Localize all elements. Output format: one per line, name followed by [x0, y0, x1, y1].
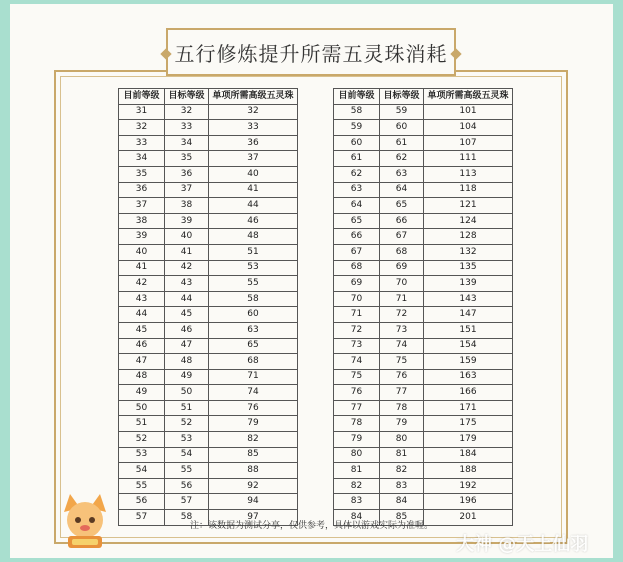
- table-row: [334, 432, 513, 448]
- cell-current-level: 48: [119, 369, 165, 385]
- cell-orbs-required: 60: [209, 307, 298, 323]
- cell-target-level: 40: [165, 229, 209, 245]
- cell-target-level: 79: [380, 416, 424, 432]
- cell-target-level: 73: [380, 322, 424, 338]
- table-row: [119, 198, 298, 214]
- cell-orbs-required: 36: [209, 135, 298, 151]
- cell-orbs-required: 166: [424, 385, 513, 401]
- table-row: [334, 244, 513, 260]
- cell-current-level: 39: [119, 229, 165, 245]
- cell-current-level: 73: [334, 338, 380, 354]
- cell-target-level: 52: [165, 416, 209, 432]
- cell-current-level: 52: [119, 432, 165, 448]
- table-row: [119, 104, 298, 120]
- cell-current-level: 56: [119, 494, 165, 510]
- table-left-body: [119, 104, 298, 525]
- table-row: [119, 369, 298, 385]
- cell-target-level: 48: [165, 354, 209, 370]
- cell-current-level: 40: [119, 244, 165, 260]
- table-row: [334, 198, 513, 214]
- table-right: [333, 88, 513, 526]
- cell-target-level: 55: [165, 463, 209, 479]
- cell-current-level: 63: [334, 182, 380, 198]
- cell-current-level: 34: [119, 151, 165, 167]
- header-target-level: 目标等级: [380, 89, 424, 105]
- cell-target-level: 58: [165, 510, 209, 526]
- cell-current-level: 31: [119, 104, 165, 120]
- cell-current-level: 41: [119, 260, 165, 276]
- watermark: 大神 @天上仙羽: [456, 534, 589, 555]
- table-left: [118, 88, 298, 526]
- page-title: 五行修炼提升所需五灵珠消耗: [174, 41, 448, 66]
- cell-orbs-required: 147: [424, 307, 513, 323]
- header-current-level: 目前等级: [334, 89, 380, 105]
- cell-orbs-required: 171: [424, 400, 513, 416]
- cell-target-level: 57: [165, 494, 209, 510]
- cell-target-level: 82: [380, 463, 424, 479]
- cell-current-level: 71: [334, 307, 380, 323]
- cell-current-level: 66: [334, 229, 380, 245]
- cell-current-level: 35: [119, 166, 165, 182]
- table-row: [119, 478, 298, 494]
- table-row: [334, 463, 513, 479]
- cell-current-level: 61: [334, 151, 380, 167]
- cell-target-level: 42: [165, 260, 209, 276]
- cell-target-level: 72: [380, 307, 424, 323]
- cell-orbs-required: 51: [209, 244, 298, 260]
- table-row: [334, 494, 513, 510]
- cell-target-level: 35: [165, 151, 209, 167]
- cell-orbs-required: 132: [424, 244, 513, 260]
- cell-current-level: 64: [334, 198, 380, 214]
- cell-orbs-required: 107: [424, 135, 513, 151]
- table-row: [119, 494, 298, 510]
- table-header-row: [119, 89, 298, 105]
- cell-target-level: 32: [165, 104, 209, 120]
- cell-orbs-required: 76: [209, 400, 298, 416]
- cell-orbs-required: 196: [424, 494, 513, 510]
- cell-target-level: 76: [380, 369, 424, 385]
- cell-current-level: 50: [119, 400, 165, 416]
- cell-current-level: 79: [334, 432, 380, 448]
- cell-orbs-required: 41: [209, 182, 298, 198]
- cell-orbs-required: 139: [424, 276, 513, 292]
- table-header-row: [334, 89, 513, 105]
- header-orbs-required: 单项所需高级五灵珠: [424, 89, 513, 105]
- cell-orbs-required: 135: [424, 260, 513, 276]
- cell-orbs-required: 118: [424, 182, 513, 198]
- cell-orbs-required: 184: [424, 447, 513, 463]
- table-row: [119, 322, 298, 338]
- cell-orbs-required: 154: [424, 338, 513, 354]
- cell-target-level: 85: [380, 510, 424, 526]
- cell-orbs-required: 179: [424, 432, 513, 448]
- cell-current-level: 75: [334, 369, 380, 385]
- cell-target-level: 84: [380, 494, 424, 510]
- table-row: [119, 385, 298, 401]
- cell-current-level: 54: [119, 463, 165, 479]
- cell-orbs-required: 111: [424, 151, 513, 167]
- title-plaque: [166, 28, 456, 76]
- cell-target-level: 37: [165, 182, 209, 198]
- cell-current-level: 37: [119, 198, 165, 214]
- cell-target-level: 83: [380, 478, 424, 494]
- cell-target-level: 56: [165, 478, 209, 494]
- cell-orbs-required: 85: [209, 447, 298, 463]
- cell-target-level: 51: [165, 400, 209, 416]
- table-row: [334, 213, 513, 229]
- cell-target-level: 74: [380, 338, 424, 354]
- cell-current-level: 43: [119, 291, 165, 307]
- cell-target-level: 33: [165, 120, 209, 136]
- cell-orbs-required: 33: [209, 120, 298, 136]
- cell-current-level: 76: [334, 385, 380, 401]
- table-row: [334, 338, 513, 354]
- cell-orbs-required: 55: [209, 276, 298, 292]
- cell-target-level: 66: [380, 213, 424, 229]
- cell-current-level: 46: [119, 338, 165, 354]
- cell-current-level: 84: [334, 510, 380, 526]
- cell-target-level: 65: [380, 198, 424, 214]
- cell-target-level: 75: [380, 354, 424, 370]
- table-row: [119, 432, 298, 448]
- table-row: [119, 463, 298, 479]
- cell-orbs-required: 46: [209, 213, 298, 229]
- cell-current-level: 47: [119, 354, 165, 370]
- cell-target-level: 70: [380, 276, 424, 292]
- fox-mascot-icon: [54, 490, 116, 552]
- cell-orbs-required: 143: [424, 291, 513, 307]
- cell-current-level: 67: [334, 244, 380, 260]
- table-right-body: [334, 104, 513, 525]
- cell-target-level: 68: [380, 244, 424, 260]
- cell-current-level: 81: [334, 463, 380, 479]
- cell-orbs-required: 32: [209, 104, 298, 120]
- cell-target-level: 63: [380, 166, 424, 182]
- cell-current-level: 72: [334, 322, 380, 338]
- cell-orbs-required: 163: [424, 369, 513, 385]
- table-row: [119, 276, 298, 292]
- cell-target-level: 43: [165, 276, 209, 292]
- cell-orbs-required: 71: [209, 369, 298, 385]
- cell-orbs-required: 124: [424, 213, 513, 229]
- cell-orbs-required: 44: [209, 198, 298, 214]
- cell-orbs-required: 128: [424, 229, 513, 245]
- cell-target-level: 67: [380, 229, 424, 245]
- table-row: [334, 104, 513, 120]
- cell-target-level: 44: [165, 291, 209, 307]
- table-row: [119, 229, 298, 245]
- cell-target-level: 34: [165, 135, 209, 151]
- table-row: [119, 400, 298, 416]
- table-row: [334, 135, 513, 151]
- cell-target-level: 39: [165, 213, 209, 229]
- table-row: [334, 166, 513, 182]
- table-row: [334, 478, 513, 494]
- cell-target-level: 80: [380, 432, 424, 448]
- table-row: [334, 385, 513, 401]
- cell-target-level: 61: [380, 135, 424, 151]
- cell-orbs-required: 101: [424, 104, 513, 120]
- cell-orbs-required: 53: [209, 260, 298, 276]
- cell-current-level: 78: [334, 416, 380, 432]
- table-row: [334, 416, 513, 432]
- cell-orbs-required: 121: [424, 198, 513, 214]
- table-row: [334, 229, 513, 245]
- table-row: [334, 354, 513, 370]
- cell-current-level: 55: [119, 478, 165, 494]
- cell-target-level: 62: [380, 151, 424, 167]
- cell-target-level: 71: [380, 291, 424, 307]
- table-row: [119, 135, 298, 151]
- table-row: [119, 120, 298, 136]
- cell-target-level: 59: [380, 104, 424, 120]
- cell-target-level: 41: [165, 244, 209, 260]
- cell-orbs-required: 97: [209, 510, 298, 526]
- cell-orbs-required: 74: [209, 385, 298, 401]
- cell-target-level: 81: [380, 447, 424, 463]
- cell-current-level: 36: [119, 182, 165, 198]
- cell-current-level: 80: [334, 447, 380, 463]
- table-row: [119, 416, 298, 432]
- cell-current-level: 60: [334, 135, 380, 151]
- cell-orbs-required: 48: [209, 229, 298, 245]
- cell-orbs-required: 151: [424, 322, 513, 338]
- cell-current-level: 65: [334, 213, 380, 229]
- cell-orbs-required: 40: [209, 166, 298, 182]
- cell-current-level: 33: [119, 135, 165, 151]
- cell-target-level: 54: [165, 447, 209, 463]
- table-row: [119, 307, 298, 323]
- cell-orbs-required: 188: [424, 463, 513, 479]
- cell-orbs-required: 201: [424, 510, 513, 526]
- table-row: [334, 400, 513, 416]
- table-row: [119, 213, 298, 229]
- cell-current-level: 53: [119, 447, 165, 463]
- cell-orbs-required: 175: [424, 416, 513, 432]
- table-row: [334, 260, 513, 276]
- cell-current-level: 74: [334, 354, 380, 370]
- cell-current-level: 32: [119, 120, 165, 136]
- table-row: [334, 291, 513, 307]
- cell-current-level: 42: [119, 276, 165, 292]
- cell-target-level: 77: [380, 385, 424, 401]
- cell-orbs-required: 58: [209, 291, 298, 307]
- table-row: [334, 447, 513, 463]
- cell-target-level: 53: [165, 432, 209, 448]
- cell-orbs-required: 82: [209, 432, 298, 448]
- cell-target-level: 78: [380, 400, 424, 416]
- cell-target-level: 60: [380, 120, 424, 136]
- cell-current-level: 58: [334, 104, 380, 120]
- footnote: 注：该数据为测试分享，仅供参考，具体以游戏实际为准喔。: [189, 521, 433, 531]
- cell-target-level: 45: [165, 307, 209, 323]
- table-row: [334, 182, 513, 198]
- cell-orbs-required: 113: [424, 166, 513, 182]
- cell-orbs-required: 92: [209, 478, 298, 494]
- cell-current-level: 59: [334, 120, 380, 136]
- cell-orbs-required: 68: [209, 354, 298, 370]
- cell-current-level: 62: [334, 166, 380, 182]
- cell-orbs-required: 94: [209, 494, 298, 510]
- cell-orbs-required: 37: [209, 151, 298, 167]
- cell-current-level: 45: [119, 322, 165, 338]
- table-row: [334, 369, 513, 385]
- cell-current-level: 69: [334, 276, 380, 292]
- cell-target-level: 49: [165, 369, 209, 385]
- table-row: [119, 182, 298, 198]
- cell-current-level: 82: [334, 478, 380, 494]
- cell-target-level: 46: [165, 322, 209, 338]
- cell-current-level: 68: [334, 260, 380, 276]
- table-row: [334, 151, 513, 167]
- cell-orbs-required: 63: [209, 322, 298, 338]
- cell-current-level: 51: [119, 416, 165, 432]
- cell-orbs-required: 159: [424, 354, 513, 370]
- cell-current-level: 70: [334, 291, 380, 307]
- table-row: [119, 291, 298, 307]
- table-row: [119, 244, 298, 260]
- cell-target-level: 38: [165, 198, 209, 214]
- cell-orbs-required: 88: [209, 463, 298, 479]
- table-row: [119, 166, 298, 182]
- header-current-level: 目前等级: [119, 89, 165, 105]
- table-row: [334, 307, 513, 323]
- cell-current-level: 44: [119, 307, 165, 323]
- cell-target-level: 64: [380, 182, 424, 198]
- cell-orbs-required: 65: [209, 338, 298, 354]
- table-row: [119, 447, 298, 463]
- table-row: [334, 322, 513, 338]
- cell-target-level: 47: [165, 338, 209, 354]
- cell-orbs-required: 79: [209, 416, 298, 432]
- table-row: [119, 260, 298, 276]
- cell-current-level: 83: [334, 494, 380, 510]
- table-row: [334, 276, 513, 292]
- table-row: [119, 151, 298, 167]
- table-row: [119, 338, 298, 354]
- cell-current-level: 57: [119, 510, 165, 526]
- header-orbs-required: 单项所需高级五灵珠: [209, 89, 298, 105]
- cell-target-level: 50: [165, 385, 209, 401]
- cell-target-level: 69: [380, 260, 424, 276]
- cell-target-level: 36: [165, 166, 209, 182]
- cell-current-level: 77: [334, 400, 380, 416]
- cell-orbs-required: 192: [424, 478, 513, 494]
- cell-current-level: 49: [119, 385, 165, 401]
- table-row: [334, 120, 513, 136]
- cell-orbs-required: 104: [424, 120, 513, 136]
- table-row: [119, 354, 298, 370]
- header-target-level: 目标等级: [165, 89, 209, 105]
- cell-current-level: 38: [119, 213, 165, 229]
